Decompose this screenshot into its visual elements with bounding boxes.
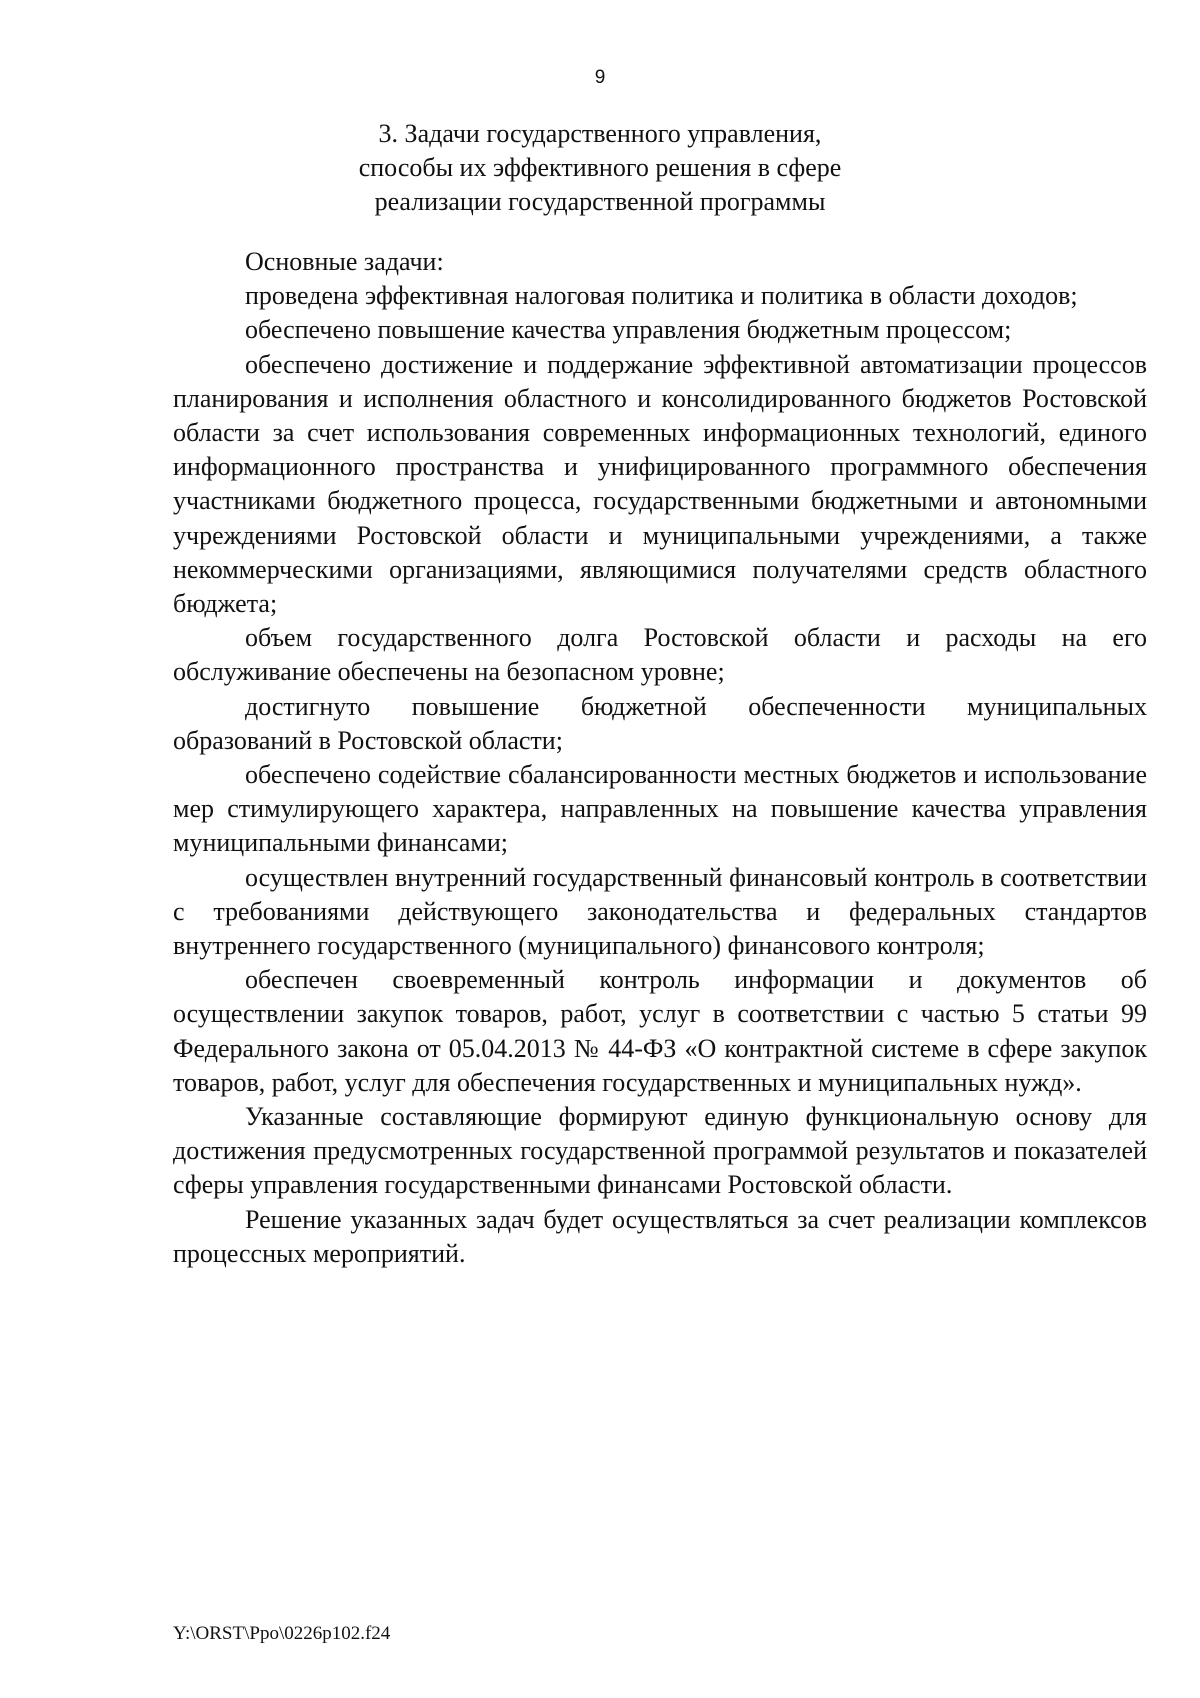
page-number: 9 (594, 67, 606, 88)
paragraph-components: Указанные составляющие формируют единую функциональную основу для достижения предусмотренных государственной программой результатов и показателей сферы управления государственными финансами Ростовской области. (173, 1102, 1147, 1200)
paragraph-budget-sufficiency: достигнуто повышение бюджетной обеспеченности муниципальных образований в Ростовской области; (173, 691, 1147, 755)
section-heading (300, 117, 900, 219)
heading-line-1: 3. Задачи государственного управления, (378, 119, 822, 148)
paragraph-budget-quality: обеспечено повышение качества управления бюджетным процессом; (245, 315, 1012, 345)
paragraph-main-tasks: Основные задачи: (245, 247, 444, 276)
paragraph-automation: обеспечено достижение и поддержание эффективной автоматизации процессов планирования и исполнения областного и консолидированного бюджетов Ростовской области за счет использования современных информационных технологий, единого информационного пространства и унифицированного программного обеспечения участниками бюджетного процесса, государственными бюджетными и автономными учреждениями Ростовской области и муниципальными учреждениями, а также некоммерческими организациями, являющимися получателями средств областного бюджета; (173, 349, 1147, 619)
paragraph-financial-control: осуществлен внутренний государственный финансовый контроль в соответствии с требованиями действующего законодательства и федеральных стандартов внутреннего государственного (муниципального) финансового контроля; (173, 862, 1147, 961)
heading-line-2: способы их эффективного решения в сфере (358, 153, 842, 182)
paragraph-solution: Решение указанных задач будет осуществляться за счет реализации комплексов процессных мероприятий. (173, 1204, 1147, 1268)
heading-line-3: реализации государственной программы (374, 187, 826, 216)
paragraph-tax-policy: проведена эффективная налоговая политика и политика в области доходов; (245, 281, 1078, 311)
paragraph-public-debt: объем государственного долга Ростовской области и расходы на его обслуживание обеспечены на безопасном уровне; (173, 623, 1147, 687)
paragraph-local-budgets: обеспечено содействие сбалансированности местных бюджетов и использование мер стимулирующего характера, направленных на повышение качества управления муниципальными финансами; (173, 760, 1147, 858)
paragraph-procurement-control: обеспечен своевременный контроль информации и документов об осуществлении закупок товаров, работ, услуг в соответствии с частью 5 статьи 99 Федерального закона от 05.04.2013 № 44-ФЗ «О контрактной системе в сфере закупок товаров, работ, услуг для обеспечения государственных и муниципальных нужд». (173, 965, 1147, 1097)
body-text (173, 245, 1147, 1271)
footer-file-path: Y:\ORST\Ppo\0226p102.f24 (173, 1623, 391, 1644)
